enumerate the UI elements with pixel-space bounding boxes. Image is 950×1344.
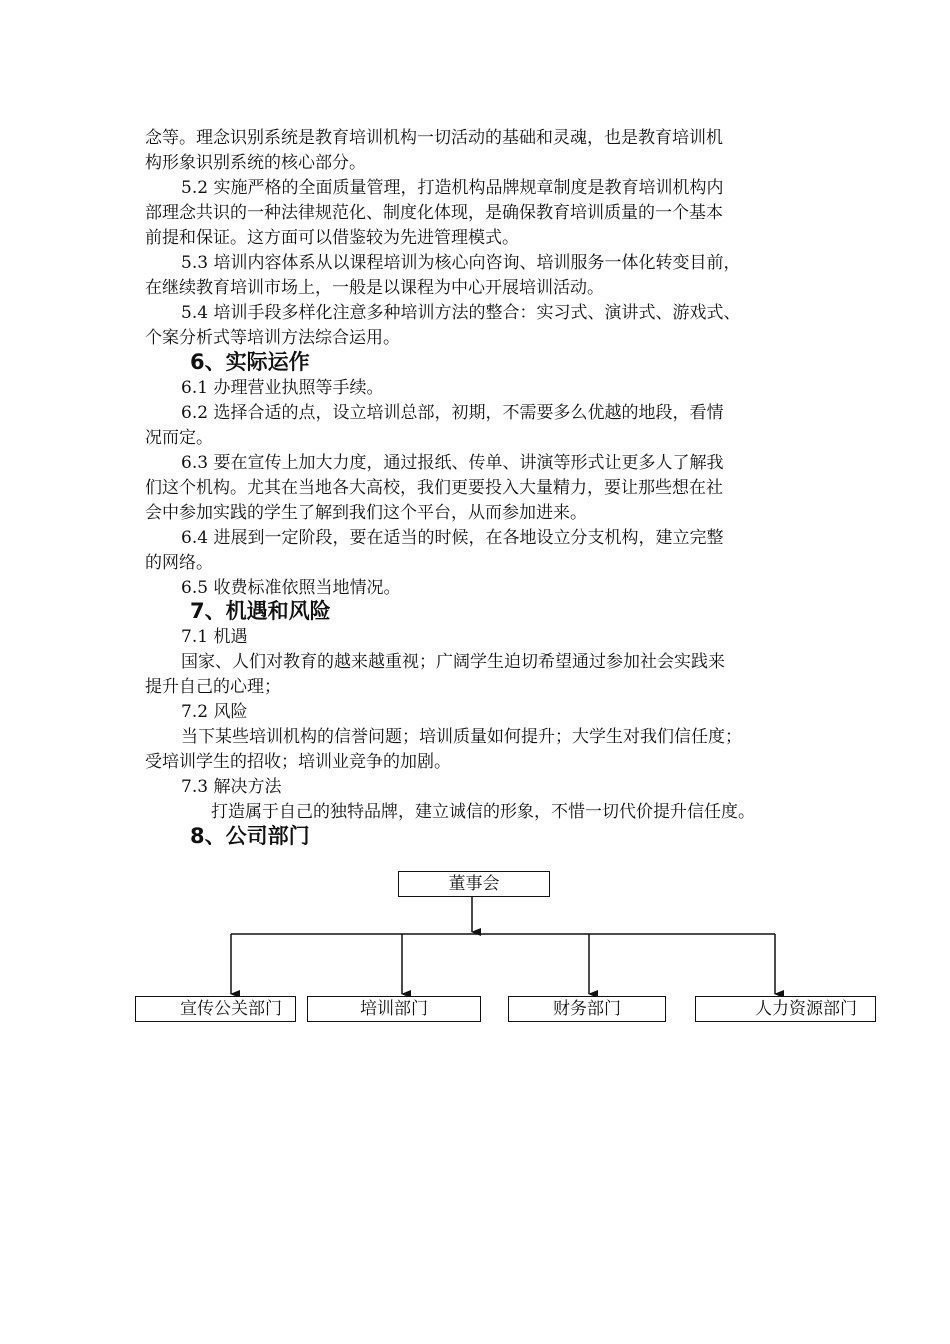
text-line: 部理念共识的一种法律规范化、制度化体现，是确保教育培训质量的一个基本 bbox=[145, 203, 723, 223]
text-line: 6.2 选择合适的点，设立培训总部，初期，不需要多么优越的地段，看情 bbox=[181, 403, 724, 423]
org-node-pr-department: 宣传公关部门 bbox=[135, 996, 296, 1022]
text-line: 会中参加实践的学生了解到我们这个平台，从而参加进来。 bbox=[145, 503, 587, 523]
text-line: 7.2 风险 bbox=[181, 702, 248, 722]
text-line: 况而定。 bbox=[145, 428, 213, 448]
text-line: 6.3 要在宣传上加大力度，通过报纸、传单、讲演等形式让更多人了解我 bbox=[181, 453, 724, 473]
text-line: 前提和保证。这方面可以借鉴较为先进管理模式。 bbox=[145, 228, 519, 248]
org-node-finance-department: 财务部门 bbox=[508, 996, 666, 1022]
section-heading-6: 6、实际运作 bbox=[190, 350, 310, 374]
text-line: 们这个机构。尤其在当地各大高校，我们更要投入大量精力，要让那些想在社 bbox=[145, 478, 723, 498]
org-node-hr-department: 人力资源部门 bbox=[695, 996, 876, 1022]
text-line: 构形象识别系统的核心部分。 bbox=[145, 153, 366, 173]
text-line: 6.4 进展到一定阶段，要在适当的时候，在各地设立分支机构，建立完整 bbox=[181, 528, 724, 548]
section-heading-8: 8、公司部门 bbox=[190, 824, 310, 848]
text-line: 5.2 实施严格的全面质量管理，打造机构品牌规章制度是教育培训机构内 bbox=[181, 178, 724, 198]
text-line: 6.1 办理营业执照等手续。 bbox=[181, 378, 384, 398]
text-line: 国家、人们对教育的越来越重视；广阔学生迫切希望通过参加社会实践来 bbox=[181, 652, 725, 672]
text-line: 5.3 培训内容体系从以课程培训为核心向咨询、培训服务一体化转变目前， bbox=[181, 253, 741, 273]
text-line: 在继续教育培训市场上，一般是以课程为中心开展培训活动。 bbox=[145, 278, 604, 298]
text-line: 7.1 机遇 bbox=[181, 627, 248, 647]
text-line: 5.4 培训手段多样化注意多种培训方法的整合：实习式、演讲式、游戏式、 bbox=[181, 303, 741, 323]
org-node-training-department: 培训部门 bbox=[307, 996, 481, 1022]
text-line: 打造属于自己的独特品牌，建立诚信的形象，不惜一切代价提升信任度。 bbox=[211, 802, 755, 822]
section-heading-7: 7、机遇和风险 bbox=[190, 599, 331, 623]
text-line: 7.3 解决方法 bbox=[181, 777, 282, 797]
org-node-board: 董事会 bbox=[398, 871, 550, 897]
text-line: 个案分析式等培训方法综合运用。 bbox=[145, 328, 400, 348]
text-line: 的网络。 bbox=[145, 553, 213, 573]
text-line: 当下某些培训机构的信誉问题；培训质量如何提升；大学生对我们信任度； bbox=[181, 727, 742, 747]
text-line: 念等。理念识别系统是教育培训机构一切活动的基础和灵魂，也是教育培训机 bbox=[145, 128, 723, 148]
text-line: 受培训学生的招收；培训业竞争的加剧。 bbox=[145, 752, 451, 772]
text-line: 6.5 收费标准依照当地情况。 bbox=[181, 578, 401, 598]
text-line: 提升自己的心理； bbox=[145, 677, 281, 697]
